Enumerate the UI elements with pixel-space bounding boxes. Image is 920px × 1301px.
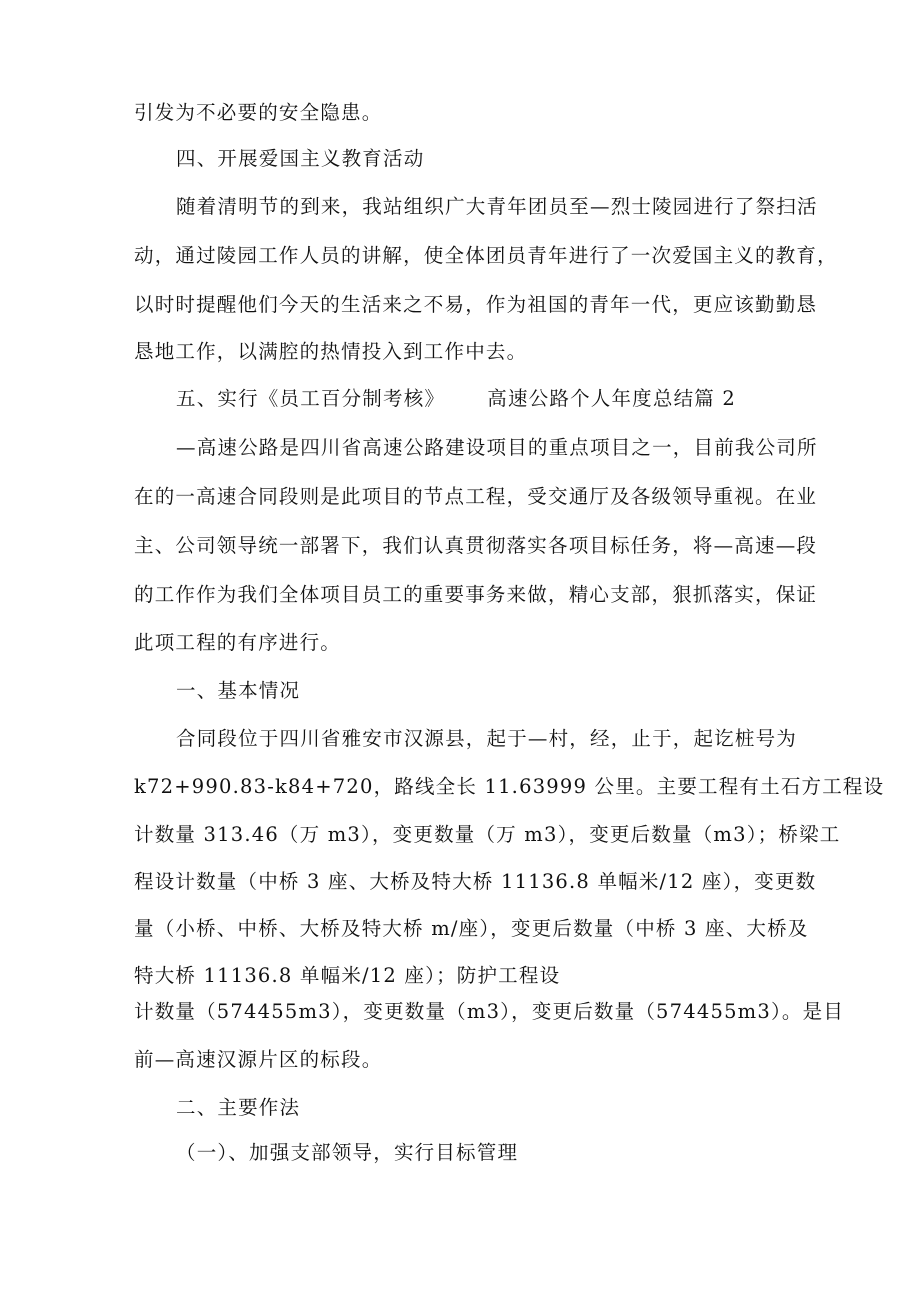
paragraph-line: 动，通过陵园工作人员的讲解，使全体团员青年进行了一次爱国主义的教育， — [134, 244, 838, 267]
section-heading: 四、开展爱国主义教育活动 — [176, 147, 425, 170]
paragraph-line: 特大桥 11136.8 单幅米/12 座）；防护工程设 — [134, 964, 561, 987]
paragraph-line: 计数量 313.46（万 m3），变更数量（万 m3），变更后数量（m3）；桥梁工 — [134, 823, 841, 846]
section-heading: 二、主要作法 — [176, 1096, 301, 1119]
paragraph-line: —高速公路是四川省高速公路建设项目的重点项目之一，目前我公司所 — [176, 436, 818, 459]
section-heading: 五、实行《员工百分制考核》 — [176, 387, 446, 410]
document-subtitle: 高速公路个人年度总结篇 2 — [487, 387, 736, 410]
paragraph-line: 引发为不必要的安全隐患。 — [134, 101, 383, 124]
section-heading: 一、基本情况 — [176, 679, 301, 702]
paragraph-line: 以时时提醒他们今天的生活来之不易，作为祖国的青年一代，更应该勤勤恳 — [134, 293, 818, 316]
section-heading-row — [176, 385, 736, 413]
paragraph-line: 在的一高速合同段则是此项目的节点工程，受交通厅及各级领导重视。在业 — [134, 485, 818, 508]
paragraph-line: 随着清明节的到来，我站组织广大青年团员至—烈士陵园进行了祭扫活 — [176, 195, 818, 218]
paragraph-line: 此项工程的有序进行。 — [134, 631, 342, 654]
paragraph-line: 计数量（574455m3），变更数量（m3），变更后数量（574455m3）。是目 — [134, 1000, 845, 1023]
paragraph-line: 前—高速汉源片区的标段。 — [134, 1048, 383, 1071]
paragraph-line: 量（小桥、中桥、大桥及特大桥 m/座），变更后数量（中桥 3 座、大桥及 — [134, 917, 809, 940]
paragraph-line: 主、公司领导统一部署下，我们认真贯彻落实各项目标任务，将—高速—段 — [134, 534, 818, 557]
paragraph-line: 恳地工作，以满腔的热情投入到工作中去。 — [134, 340, 528, 363]
subsection-heading: （一）、加强支部领导，实行目标管理 — [176, 1141, 519, 1164]
paragraph-line: 程设计数量（中桥 3 座、大桥及特大桥 11136.8 单幅米/12 座），变更数 — [134, 870, 817, 893]
paragraph-line: k72+990.83-k84+720，路线全长 11.63999 公里。主要工程有土石方工程设 — [134, 775, 885, 798]
paragraph-line: 的工作作为我们全体项目员工的重要事务来做，精心支部，狠抓落实，保证 — [134, 583, 818, 606]
paragraph-line: 合同段位于四川省雅安市汉源县，起于—村，经，止于，起讫桩号为 — [176, 727, 798, 750]
